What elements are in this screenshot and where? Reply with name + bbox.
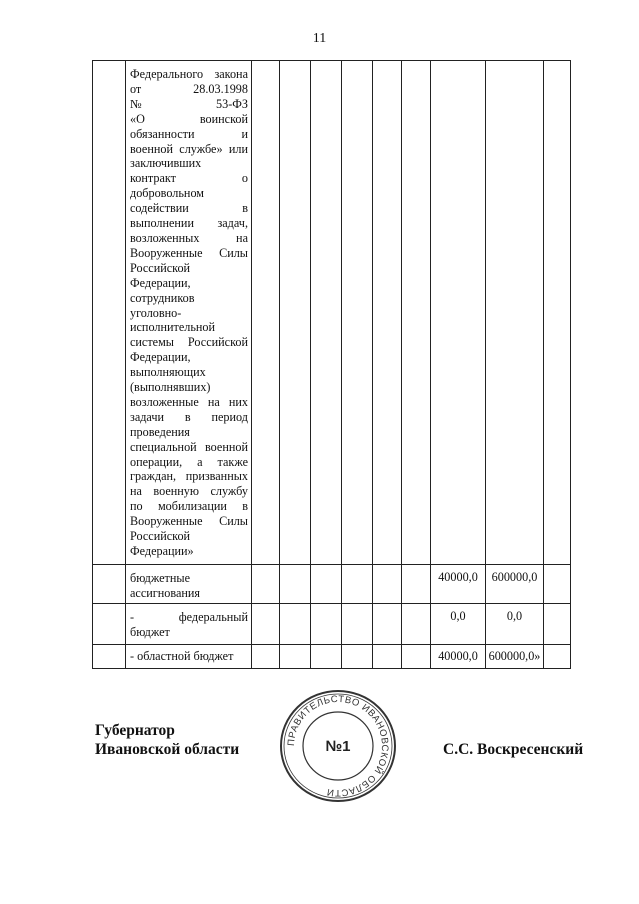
cell-empty: [373, 604, 402, 645]
cell-empty: [93, 604, 126, 645]
cell-empty: [252, 604, 280, 645]
cell-empty: [93, 565, 126, 604]
cell-empty: [342, 61, 373, 565]
description-line: обязанности и: [130, 126, 248, 141]
cell-empty: [544, 604, 571, 645]
description-line: уголовно-: [130, 305, 182, 320]
table-row-description: [93, 61, 571, 565]
description-line: Федерации»: [130, 544, 194, 558]
description-line: Вооруженные Силы: [130, 245, 248, 260]
description-line: Вооруженные Силы: [130, 514, 248, 529]
cell-empty: [373, 645, 402, 669]
cell-empty: [402, 604, 431, 645]
description-line: Российской: [130, 260, 191, 275]
position-line: Ивановской области: [95, 741, 240, 758]
description-cell: [126, 61, 252, 565]
page-number: 11: [312, 31, 327, 46]
cell-empty: [342, 645, 373, 669]
description-line: Федерации,: [130, 350, 191, 365]
description-line: сотрудников: [130, 290, 195, 305]
cell-empty: [402, 565, 431, 604]
cell-empty: [252, 645, 280, 669]
description-line: № 53-ФЗ: [130, 96, 248, 111]
description-line: добровольном: [130, 186, 205, 201]
cell-empty: [280, 565, 311, 604]
row-label: бюджетные ассигнования: [126, 565, 252, 604]
row-label: - федеральный бюджет: [126, 604, 252, 645]
governor-title: [95, 721, 239, 759]
description-line: содействии в: [130, 201, 248, 216]
description-line: военной службе» или: [130, 141, 248, 156]
table-row-budget-allocations: [93, 565, 571, 604]
cell-empty: [544, 565, 571, 604]
description-line: операции, а также: [130, 454, 248, 469]
table-row-federal-budget: [93, 604, 571, 645]
cell-empty: [252, 565, 280, 604]
value-cell: 0,0: [431, 604, 486, 645]
description-line: от 28.03.1998: [130, 81, 248, 96]
cell-empty: [342, 604, 373, 645]
description-line: (выполнявших): [130, 380, 211, 395]
budget-table: [92, 60, 571, 669]
description-line: проведения: [130, 424, 190, 439]
cell-empty: [342, 565, 373, 604]
description-line: задачи в период: [130, 409, 248, 424]
description-line: на военную службу: [130, 484, 248, 499]
value-cell: 600000,0»: [486, 645, 544, 669]
cell-empty: [373, 61, 402, 565]
cell-empty: [311, 604, 342, 645]
cell-empty: [431, 61, 486, 565]
seal-number: №1: [325, 738, 351, 755]
cell-empty: [402, 61, 431, 565]
description-line: заключивших: [130, 156, 202, 171]
description-line: по мобилизации в: [130, 499, 248, 514]
description-line: контракт о: [130, 171, 248, 186]
description-line: специальной военной: [130, 439, 248, 454]
value-cell: 0,0: [486, 604, 544, 645]
description-line: выполняющих: [130, 365, 206, 380]
seal-ring-text: ПРАВИТЕЛЬСТВО ИВАНОВСКОЙ ОБЛАСТИ: [285, 693, 391, 799]
cell-empty: [486, 61, 544, 565]
cell-empty: [373, 565, 402, 604]
cell-empty: [311, 565, 342, 604]
description-line: исполнительной: [130, 320, 216, 335]
description-line: граждан, призванных: [130, 469, 248, 484]
table-row-regional-budget: [93, 645, 571, 669]
description-line: системы Российской: [130, 335, 248, 350]
official-seal-icon: [278, 688, 398, 804]
cell-empty: [280, 61, 311, 565]
cell-empty: [93, 645, 126, 669]
description-line: выполнении задач,: [130, 216, 248, 231]
cell-empty: [280, 645, 311, 669]
value-cell: 40000,0: [431, 565, 486, 604]
description-line: Федерации,: [130, 275, 191, 290]
cell-empty: [544, 61, 571, 565]
value-cell: 600000,0: [486, 565, 544, 604]
position-line: Губернатор: [95, 722, 175, 739]
description-line: возложенные на них: [130, 394, 248, 409]
cell-empty: [311, 61, 342, 565]
cell-empty: [252, 61, 280, 565]
governor-name: С.С. Воскресенский: [443, 741, 584, 758]
description-line: «О воинской: [130, 111, 248, 126]
cell-empty: [402, 645, 431, 669]
cell-empty: [544, 645, 571, 669]
row-label: - областной бюджет: [126, 645, 252, 669]
description-line: Российской: [130, 529, 191, 544]
cell-empty: [93, 61, 126, 565]
value-cell: 40000,0: [431, 645, 486, 669]
description-line: возложенных на: [130, 230, 248, 245]
cell-empty: [311, 645, 342, 669]
cell-empty: [280, 604, 311, 645]
description-line: Федерального закона: [130, 67, 248, 81]
